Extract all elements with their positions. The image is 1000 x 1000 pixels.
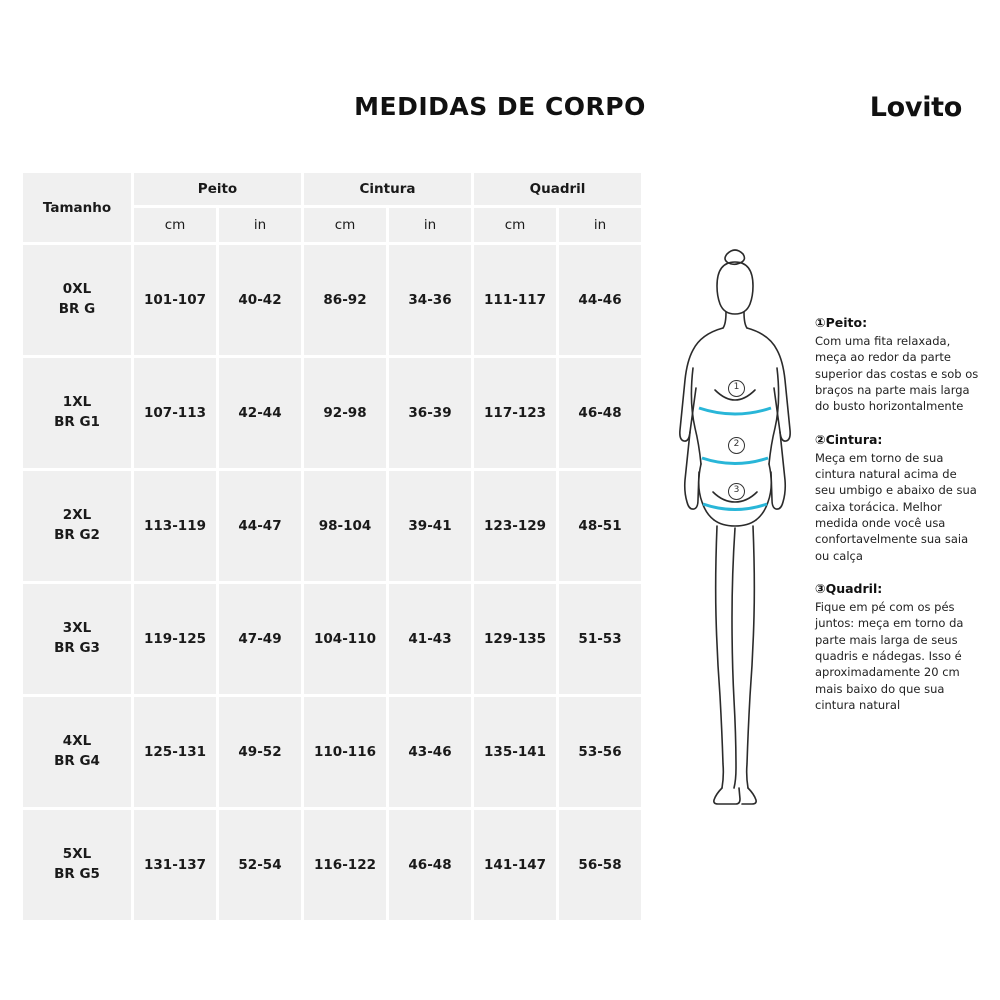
cell-peito-in: 40-42 (219, 245, 301, 355)
row-size-label (23, 584, 131, 694)
note-quadril (815, 581, 980, 713)
cell-quadril-cm: 135-141 (474, 697, 556, 807)
header-unit-quadril-in: in (559, 208, 641, 242)
cell-cintura-in: 43-46 (389, 697, 471, 807)
size-line-1: 3XL (62, 620, 92, 637)
size-line-2: BR G3 (54, 640, 100, 656)
cell-quadril-in: 56-58 (559, 810, 641, 920)
table-row (23, 697, 641, 807)
cell-peito-cm: 101-107 (134, 245, 216, 355)
size-line-2: BR G (58, 301, 96, 317)
cell-cintura-cm: 104-110 (304, 584, 386, 694)
note-peito-body: Com uma fita relaxada, meça ao redor da parte superior das costas e sob os braços na parte mais larga do busto horizontalmente (815, 334, 979, 414)
note-peito-title: ①Peito: (815, 315, 868, 330)
table-row (23, 358, 641, 468)
cell-cintura-in: 34-36 (389, 245, 471, 355)
row-size-label (23, 245, 131, 355)
size-line-2: BR G1 (54, 414, 100, 430)
size-line-2: BR G5 (54, 866, 100, 882)
header-unit-cintura-cm: cm (304, 208, 386, 242)
size-line-1: 5XL (62, 846, 92, 863)
cell-cintura-in: 36-39 (389, 358, 471, 468)
note-peito (815, 315, 980, 415)
row-size-label (23, 358, 131, 468)
cell-peito-in: 44-47 (219, 471, 301, 581)
cell-peito-in: 47-49 (219, 584, 301, 694)
header-size: Tamanho (23, 173, 131, 242)
cell-quadril-in: 51-53 (559, 584, 641, 694)
cell-quadril-cm: 111-117 (474, 245, 556, 355)
cell-peito-cm: 131-137 (134, 810, 216, 920)
header-unit-peito-in: in (219, 208, 301, 242)
marker-2-cintura: 2 (728, 437, 745, 454)
size-line-2: BR G2 (54, 527, 100, 543)
header-group-quadril: Quadril (474, 173, 641, 205)
size-line-1: 4XL (62, 733, 92, 750)
cell-peito-cm: 113-119 (134, 471, 216, 581)
header-unit-peito-cm: cm (134, 208, 216, 242)
cell-cintura-cm: 92-98 (304, 358, 386, 468)
cell-quadril-in: 48-51 (559, 471, 641, 581)
cell-cintura-cm: 86-92 (304, 245, 386, 355)
size-line-1: 0XL (62, 281, 92, 298)
table-header-groups (23, 173, 641, 205)
table-row (23, 471, 641, 581)
cell-quadril-in: 44-46 (559, 245, 641, 355)
table-row (23, 245, 641, 355)
body-figure (655, 240, 815, 820)
marker-1-peito: 1 (728, 380, 745, 397)
size-line-1: 2XL (62, 507, 92, 524)
cell-quadril-in: 46-48 (559, 358, 641, 468)
cell-cintura-cm: 110-116 (304, 697, 386, 807)
row-size-label (23, 810, 131, 920)
cell-peito-in: 52-54 (219, 810, 301, 920)
size-line-2: BR G4 (54, 753, 100, 769)
note-cintura-body: Meça em torno de sua cintura natural acima de seu umbigo e abaixo de sua caixa torácica. Melhor medida onde você usa confortavelmente sua saia ou calça (815, 450, 977, 563)
measurement-notes (815, 315, 980, 730)
page-header (0, 0, 1000, 150)
cell-cintura-in: 39-41 (389, 471, 471, 581)
row-size-label (23, 471, 131, 581)
cell-peito-cm: 125-131 (134, 697, 216, 807)
cell-peito-cm: 119-125 (134, 584, 216, 694)
cell-cintura-cm: 116-122 (304, 810, 386, 920)
row-size-label (23, 697, 131, 807)
page-title: MEDIDAS DE CORPO (354, 92, 646, 121)
header-unit-quadril-cm: cm (474, 208, 556, 242)
cell-peito-cm: 107-113 (134, 358, 216, 468)
table-row (23, 584, 641, 694)
note-cintura-title: ②Cintura: (815, 431, 883, 447)
brand-logo: Lovito (869, 92, 962, 123)
cell-quadril-cm: 117-123 (474, 358, 556, 468)
size-line-1: 1XL (62, 394, 92, 411)
cell-quadril-in: 53-56 (559, 697, 641, 807)
header-unit-cintura-in: in (389, 208, 471, 242)
cell-quadril-cm: 123-129 (474, 471, 556, 581)
cell-quadril-cm: 141-147 (474, 810, 556, 920)
female-body-diagram (655, 240, 815, 820)
header-group-cintura: Cintura (304, 173, 471, 205)
cell-cintura-in: 41-43 (389, 584, 471, 694)
size-chart-table (20, 170, 640, 923)
cell-cintura-in: 46-48 (389, 810, 471, 920)
note-quadril-title: ③Quadril: (815, 580, 883, 596)
table-row (23, 810, 641, 920)
header-group-peito: Peito (134, 173, 301, 205)
cell-peito-in: 42-44 (219, 358, 301, 468)
cell-peito-in: 49-52 (219, 697, 301, 807)
marker-3-quadril: 3 (728, 483, 745, 500)
note-quadril-body: Fique em pé com os pés juntos: meça em torno da parte mais larga de seus quadris e nádegas. Isso é aproximadamente 20 cm mais baixo do que sua cintura natural (815, 599, 964, 712)
cell-cintura-cm: 98-104 (304, 471, 386, 581)
note-cintura (815, 432, 980, 564)
cell-quadril-cm: 129-135 (474, 584, 556, 694)
